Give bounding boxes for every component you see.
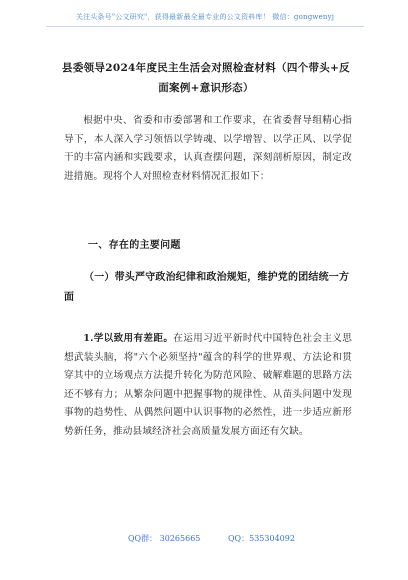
intro-paragraph: 根据中央、省委和市委部署和工作要求，在省委督导组精心指导下，本人深入学习领悟以学铸魂、以学增智、以学正风、以学促干的丰富内涵和实践要求，认真查摆问题，深刻剖析原因，制定改进措施。现将个人对照检查材料情况汇报如下： xyxy=(64,115,352,182)
point-1-paragraph xyxy=(64,330,352,442)
footer-qq-contact: QQ：535304092 xyxy=(228,534,295,543)
point-1-lead: 1.学以致用有差距。 xyxy=(83,333,174,344)
point-1-body: 在运用习近平新时代中国特色社会主义思想武装头脑，将"六个必须坚持"蕴含的科学的世界观、方法论和贯穿其中的立场观点方法提升转化为防范风险、破解难题的思路方法还不够有力；从繁杂问题中把握事物的规律性、从苗头问题中发现事物的趋势性、从偶然问题中认识事物的必然性，进一步适应新形势新任务，推动县域经济社会高质量发展方面还有欠缺。 xyxy=(64,333,353,437)
header-banner: 关注头条号"公文研究"，获得最新最全最专业的公文资料库！ 微信：gongwenyj xyxy=(75,13,335,21)
footer-qq-group: QQ群： 30265665 xyxy=(128,534,201,543)
section-heading-1: 一、存在的主要问题 xyxy=(88,240,181,251)
document-title: 县委领导2024年度民主生活会对照检查材料（四个带头+反面案例+意识形态） xyxy=(62,62,350,94)
header-divider xyxy=(46,26,364,27)
subsection-heading-1: （一）带头严守政治纪律和政治规矩，维护党的团结统一方面 xyxy=(64,272,350,303)
